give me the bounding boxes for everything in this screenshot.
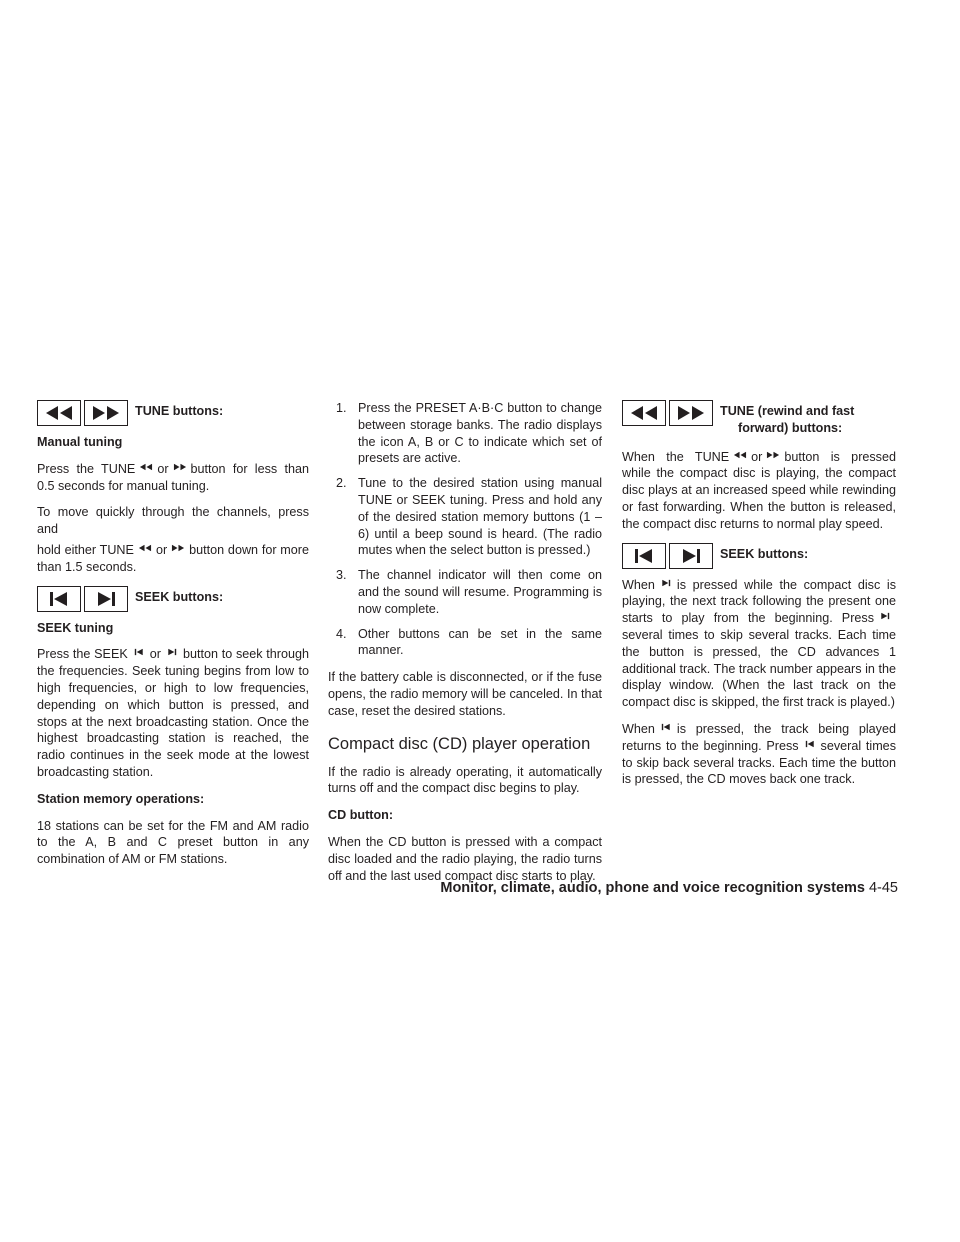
label-line-1: TUNE (rewind and fast xyxy=(720,404,855,418)
tune-buttons-label: TUNE buttons: xyxy=(135,404,224,418)
text: button down for more than 1.5 seconds. xyxy=(37,542,309,574)
column-left xyxy=(37,400,309,878)
skip-back-icon xyxy=(44,592,74,606)
skip-forward-icon xyxy=(878,611,892,621)
seek-forward-paragraph xyxy=(622,577,896,711)
seek-buttons-row xyxy=(622,543,896,569)
skip-forward-icon xyxy=(659,578,673,588)
seek-buttons-row xyxy=(37,586,309,612)
text: hold either TUNE xyxy=(37,542,134,557)
skip-forward-icon xyxy=(91,592,121,606)
step-number: 1. xyxy=(336,401,347,415)
list-item xyxy=(328,400,602,467)
seek-tuning-heading: SEEK tuning xyxy=(37,620,114,635)
skip-back-icon xyxy=(803,739,817,749)
text: Press the TUNE xyxy=(37,461,136,476)
fast-forward-button-icon xyxy=(669,400,713,426)
text: button for less than 0.5 seconds for manual tuning. xyxy=(37,461,309,493)
text: When the TUNE xyxy=(622,449,730,464)
text: is pressed, the track being played returns to the beginning. Press xyxy=(622,721,896,753)
text: or xyxy=(751,449,763,464)
skip-back-icon xyxy=(659,722,673,732)
footer-title: Monitor, climate, audio, phone and voice recognition systems xyxy=(440,880,865,896)
station-memory-heading: Station memory operations: xyxy=(37,791,205,806)
rewind-icon xyxy=(138,543,152,553)
skip-back-icon xyxy=(132,647,146,657)
fast-forward-icon xyxy=(91,406,121,420)
text: When xyxy=(622,721,655,736)
column-middle xyxy=(328,400,602,894)
step-text: Other buttons can be set in the same manner. xyxy=(358,626,602,658)
text: is pressed while the compact disc is playing, the next track following the present one starts to play from the beginning. Press xyxy=(622,577,896,626)
step-text: Tune to the desired station using manual TUNE or SEEK tuning. Press and hold any of the desired station memory buttons (1 – 6) until a beep sound is heard. (The radio mutes when the select button is pressed.) xyxy=(358,476,602,558)
fast-forward-icon xyxy=(766,450,780,460)
cd-intro-paragraph: If the radio is already operating, it automatically turns off and the compact disc begins to play. xyxy=(328,764,602,796)
tune-buttons-row xyxy=(37,400,309,426)
list-item xyxy=(328,475,602,559)
text: button is pressed while the compact disc is playing, the compact disc plays at an increased speed while rewinding or fast forwarding. When the button is released, the compact disc returns to normal play speed. xyxy=(622,449,896,531)
text: When xyxy=(622,577,655,592)
label-line-2: forward) buttons: xyxy=(738,420,843,435)
text: Press the SEEK xyxy=(37,647,128,662)
step-number: 4. xyxy=(336,626,347,641)
column-right xyxy=(622,400,896,798)
rewind-icon xyxy=(629,406,659,420)
text: or xyxy=(157,461,169,476)
skip-forward-icon xyxy=(165,647,179,657)
fast-forward-icon xyxy=(676,406,706,420)
seek-back-paragraph xyxy=(622,721,896,788)
seek-tuning-paragraph xyxy=(37,646,309,780)
hold-tune-paragraph xyxy=(37,542,309,576)
station-memory-paragraph: 18 stations can be set for the FM and AM radio to the A, B and C preset button in any combination of AM or FM stations. xyxy=(37,818,309,867)
rewind-icon xyxy=(44,406,74,420)
seek-buttons-label: SEEK buttons: xyxy=(135,589,224,604)
manual-tuning-paragraph xyxy=(37,461,309,495)
battery-paragraph: If the battery cable is disconnected, or if the fuse opens, the radio memory will be canceled. In that case, reset the desired stations. xyxy=(328,670,602,718)
skip-back-button-icon xyxy=(622,543,666,569)
cd-button-heading: CD button: xyxy=(328,808,394,823)
skip-forward-icon xyxy=(676,549,706,563)
rewind-icon xyxy=(139,462,153,472)
text: button to seek through the frequencies. Seek tuning begins from low to high frequencies, or high to low frequencies, depending on which button is pressed, and stops at the next broadcasting station. Once the highest broadcasting station is reached, the radio continues in the seek mode at the lowest broadcasting station. xyxy=(37,647,309,779)
step-text: Press the PRESET A·B·C button to change between storage banks. The radio displays the icon A, B or C to indicate which set of presets are active. xyxy=(358,401,602,466)
step-text: The channel indicator will then come on and the sound will resume. Programming is now complete. xyxy=(358,568,602,616)
text: or xyxy=(155,542,168,557)
fast-forward-button-icon xyxy=(84,400,128,426)
skip-forward-button-icon xyxy=(84,586,128,612)
seek-buttons-label: SEEK buttons: xyxy=(720,546,809,561)
text: several times to skip several tracks. Each time the button is pressed, the CD advances 1 additional track. The track number appears in the display window. (When the last track on the compact disc is skipped, the first track is played.) xyxy=(622,627,896,710)
skip-back-button-icon xyxy=(37,586,81,612)
skip-back-icon xyxy=(629,549,659,563)
step-number: 3. xyxy=(336,568,347,583)
rewind-icon xyxy=(733,450,747,460)
step-number: 2. xyxy=(336,476,347,491)
skip-forward-button-icon xyxy=(669,543,713,569)
cd-button-paragraph: When the CD button is pressed with a compact disc loaded and the radio playing, the radio turns off and the last used compact disc starts to play. xyxy=(328,834,602,883)
page-number: 4-45 xyxy=(868,880,898,896)
list-item xyxy=(328,626,602,660)
list-item xyxy=(328,567,602,617)
manual-tuning-heading: Manual tuning xyxy=(37,435,123,449)
preset-steps-list xyxy=(328,400,602,659)
text: or xyxy=(149,647,161,662)
section-title: Compact disc (CD) player operation xyxy=(328,734,591,753)
tune-rewind-label xyxy=(720,403,854,437)
page-footer xyxy=(440,880,898,896)
rewind-button-icon xyxy=(37,400,81,426)
fast-forward-icon xyxy=(171,543,185,553)
fast-forward-icon xyxy=(173,462,187,472)
move-quickly-paragraph: To move quickly through the channels, press and xyxy=(37,505,309,537)
text: several times to skip back several tracks. Each time the button is pressed, the CD moves back one track. xyxy=(622,738,896,787)
tune-cd-paragraph xyxy=(622,449,896,533)
tune-rewind-buttons-row xyxy=(622,400,896,437)
rewind-button-icon xyxy=(622,400,666,426)
